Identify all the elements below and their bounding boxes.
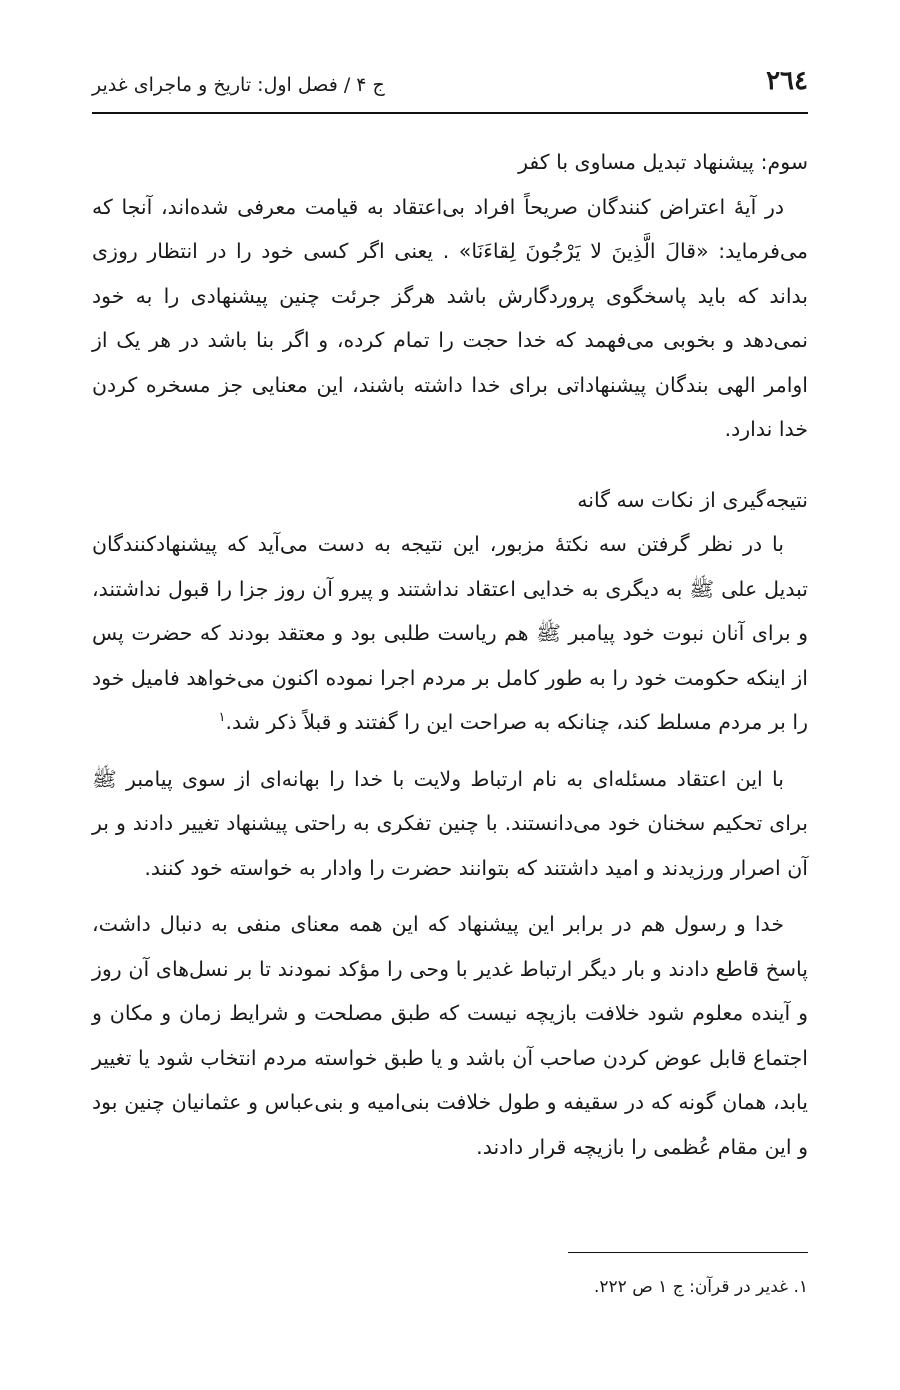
paragraph xyxy=(92,522,808,745)
footnote-marker[interactable]: ١ xyxy=(218,710,226,726)
paragraph: در آیهٔ اعتراض کنندگان صریحاً افراد بی‌اعتقاد به قیامت معرفی شده‌اند، آنجا که می‌فرماید: «قالَ الَّذِینَ لا یَرْجُونَ لِقاءَنَا» . یعنی اگر کسی خود را در انتظار روزی بداند که باید پاسخگوی پروردگارش باشد هرگز جرئت چنین پیشنهادی را به خود نمی‌دهد و بخوبی می‌فهمد که خدا حجت را تمام کرده، و اگر بنا باشد در هر یک از اوامر الهی بندگان پیشنهاداتی برای خدا داشته باشند، این معنایی جز مسخره کردن خدا ندارد. xyxy=(92,194,808,441)
paragraph-spacer xyxy=(92,890,808,902)
paragraph-spacer xyxy=(92,745,808,757)
body-text xyxy=(92,140,808,1169)
page-number: ٢٦٤ xyxy=(766,66,808,96)
paragraph: با این اعتقاد مسئله‌ای به نام ارتباط ولایت با خدا را بهانه‌ای از سوی پیامبر ﷺ برای تحکیم سخنان خود می‌دانستند. با چنین تفکری به راحتی پیشنهاد تغییر دادند و بر آن اصرار ورزیدند و امید داشتند که بتوانند حضرت را وادار به خواسته خود کنند. xyxy=(92,766,808,880)
footnote-separator xyxy=(568,1252,808,1253)
paragraph-text: با در نظر گرفتن سه نکتهٔ مزبور، این نتیجه به دست می‌آید که پیشنهادکنندگان تبدیل علی ﷺ به دیگری به خدایی اعتقاد نداشتند و پیرو آن روز جزا را قبول نداشتند، و برای آنان نبوت خود پیامبر ﷺ هم ریاست طلبی بود و معتقد بودند که حضرت پس از اینکه حکومت خود را به طور کامل بر مردم اجرا نموده اکنون می‌خواهد فامیل خود را بر مردم مسلط کند، چنانکه به صراحت این را گفتند و قبلاً ذکر شد. xyxy=(92,532,808,734)
paragraph: خدا و رسول هم در برابر این پیشنهاد که این همه معنای منفی به دنبال داشت، پاسخ قاطع دادند و بار دیگر ارتباط غدیر با وحی را مؤکد نمودند تا بر نسل‌های آن روز و آینده معلوم شود خلافت بازیچه نیست که طبق مصلحت و شرایط زمان و مکان و اجتماع قابل عوض کردن صاحب آن باشد و یا طبق خواسته مردم انتخاب شود یا تغییر یابد، همان گونه که در سقیفه و طول خلافت بنی‌امیه و بنی‌عباس و عثمانیان چنین بود و این مقام عُظمی را بازیچه قرار دادند. xyxy=(92,912,808,1159)
section-heading: نتیجه‌گیری از نکات سه گانه xyxy=(577,487,808,512)
running-title: ج ۴ / فصل اول: تاریخ و ماجرای غدیر xyxy=(92,74,385,96)
page-header xyxy=(92,62,808,114)
footnote: ١. غدیر در قرآن: ج ١ ص ٢٢٢. xyxy=(593,1277,808,1297)
section-spacer xyxy=(92,452,808,478)
section-heading: سوم: پیشنهاد تبدیل مساوی با کفر xyxy=(518,150,808,174)
